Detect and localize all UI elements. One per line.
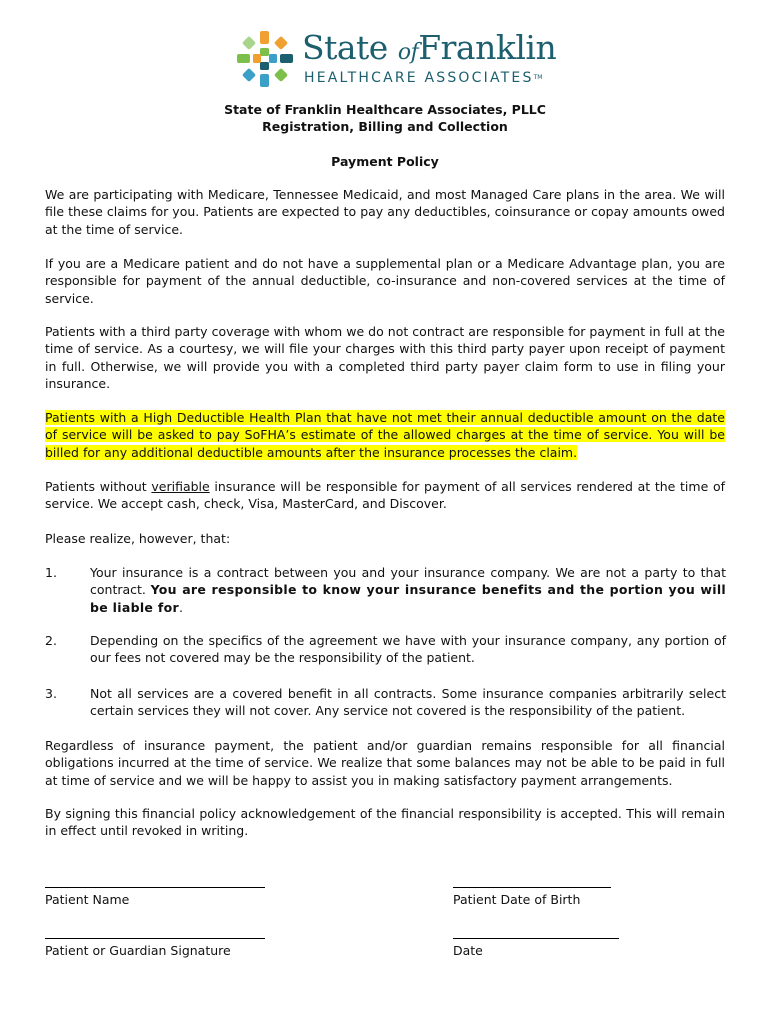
date-label: Date [453, 943, 483, 958]
list-item: 1. Your insurance is a contract between you and your insurance company. We are not a party to that contract. You are responsible to know your insurance benefits and the portion you will be liable for. [45, 565, 726, 615]
regardless-paragraph: Regardless of insurance payment, the patient and/or guardian remains responsible for all financial obligations incurred at the time of service. We realize that some balances may not be able to be paid in full at time of service and we will be happy to assist you in making satisfactory payment arrangements. [45, 738, 725, 788]
sofha-logo [236, 28, 557, 90]
date-line[interactable] [453, 938, 619, 939]
patient-name-line[interactable] [45, 887, 265, 888]
org-name: State of Franklin Healthcare Associates, PLLC [224, 102, 546, 117]
logo-wordmark: State ofFranklin [302, 28, 557, 67]
signature-label: Patient or Guardian Signature [45, 943, 231, 958]
logo-subtitle: HEALTHCARE ASSOCIATESTM [304, 70, 543, 86]
page-title: Payment Policy [331, 154, 439, 169]
participation-paragraph: We are participating with Medicare, Tennessee Medicaid, and most Managed Care plans in the area. We will file these claims for you. Patients are expected to pay any deductibles, coinsurance or copay amounts owed at the time of service. [45, 187, 725, 237]
verifiable-underlined: verifiable [151, 479, 210, 494]
uninsured-paragraph: Patients without verifiable insurance will be responsible for payment of all services rendered at the time of service. We accept cash, check, Visa, MasterCard, and Discover. [45, 479, 725, 512]
department-name: Registration, Billing and Collection [262, 119, 508, 134]
medicare-paragraph: If you are a Medicare patient and do not have a supplemental plan or a Medicare Advantage plan, you are responsible for payment of the annual deductible, co-insurance and non-covered services at the time of service. [45, 256, 725, 306]
third-party-paragraph: Patients with a third party coverage with whom we do not contract are responsible for payment in full at the time of service. As a courtesy, we will file your charges with this third party payer upon receipt of payment in full. Otherwise, we will provide you with a completed third party payer claim form to use in filing your insurance. [45, 324, 725, 391]
starburst-logo-icon [236, 30, 294, 88]
please-realize-paragraph: Please realize, however, that: [45, 531, 231, 546]
list-item: 3. Not all services are a covered benefit in all contracts. Some insurance companies arbitrarily select certain services they will not cover. Any service not covered is the responsibility of the patient. [45, 686, 726, 719]
patient-name-label: Patient Name [45, 892, 130, 907]
dob-line[interactable] [453, 887, 611, 888]
acknowledgement-paragraph: By signing this financial policy acknowledgement of the financial responsibility is accepted. This will remain in effect until revoked in writing. [45, 806, 725, 839]
dob-label: Patient Date of Birth [453, 892, 581, 907]
signature-line[interactable] [45, 938, 265, 939]
hdhp-paragraph [45, 409, 725, 461]
responsibility-bold-text: You are responsible to know your insurance benefits and the portion you will be liable for [90, 582, 726, 615]
list-item: 2. Depending on the specifics of the agreement we have with your insurance company, any portion of our fees not covered may be the responsibility of the patient. [45, 633, 726, 666]
highlighted-text: Patients with a High Deductible Health Plan that have not met their annual deductible amount on the date of service will be asked to pay SoFHA’s estimate of the allowed charges at the time of service. You will be billed for any additional deductible amounts after the insurance processes the claim. [45, 410, 725, 460]
